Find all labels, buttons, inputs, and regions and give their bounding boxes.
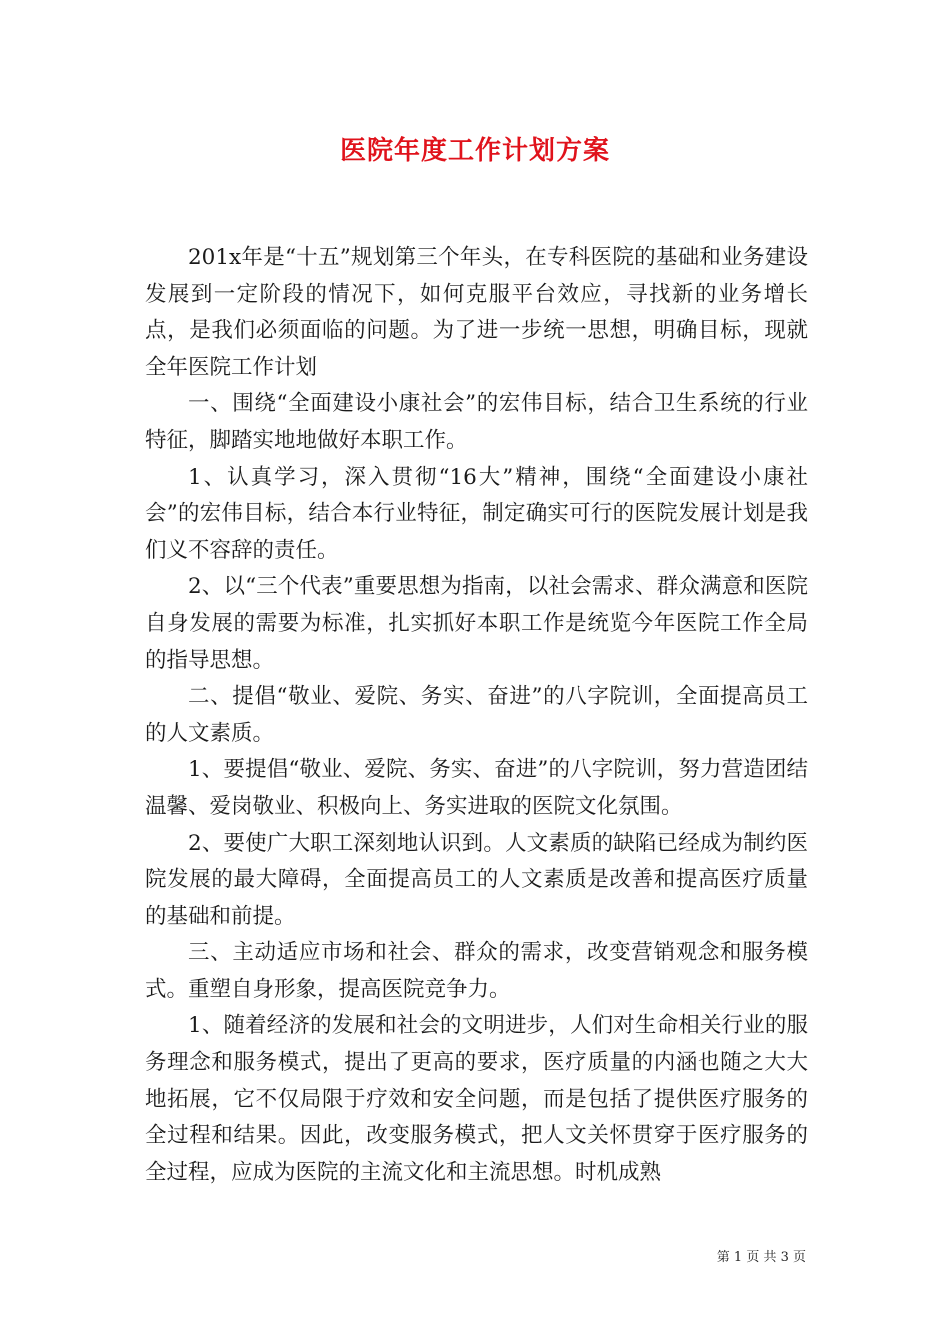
paragraph-section-1-heading: 一、围绕“全面建设小康社会”的宏伟目标，结合卫生系统的行业特征，脚踏实地地做好本职工作。 <box>145 391 808 453</box>
paragraph-section-2-heading: 二、提倡“敬业、爱院、务实、奋进”的八字院训，全面提高员工的人文素质。 <box>145 684 808 746</box>
paragraph-section-1-item-1: 1、认真学习，深入贯彻“16大”精神，围绕“全面建设小康社会”的宏伟目标，结合本行业特征，制定确实可行的医院发展计划是我们义不容辞的责任。 <box>145 464 808 563</box>
paragraph-section-2-item-1: 1、要提倡“敬业、爱院、务实、奋进”的八字院训，努力营造团结温馨、爱岗敬业、积极向上、务实进取的医院文化氛围。 <box>145 757 808 819</box>
paragraph-section-1-item-2: 2、以“三个代表”重要思想为指南，以社会需求、群众满意和医院自身发展的需要为标准，扎实抓好本职工作是统览今年医院工作全局的指导思想。 <box>145 574 808 673</box>
paragraph-section-3-heading: 三、主动适应市场和社会、群众的需求，改变营销观念和服务模式。重塑自身形象，提高医院竞争力。 <box>145 940 808 1002</box>
document-body <box>145 240 808 1191</box>
paragraph-section-2-item-2: 2、要使广大职工深刻地认识到。人文素质的缺陷已经成为制约医院发展的最大障碍，全面提高员工的人文素质是改善和提高医疗质量的基础和前提。 <box>145 830 808 929</box>
page-number-footer: 第 1 页 共 3 页 <box>716 1250 806 1265</box>
document-title: 医院年度工作计划方案 <box>339 136 610 166</box>
paragraph-intro: 201x年是“十五”规划第三个年头，在专科医院的基础和业务建设发展到一定阶段的情况下，如何克服平台效应，寻找新的业务增长点，是我们必须面临的问题。为了进一步统一思想，明确目标，现就全年医院工作计划 <box>145 245 808 380</box>
paragraph-section-3-item-1: 1、随着经济的发展和社会的文明进步，人们对生命相关行业的服务理念和服务模式，提出了更高的要求，医疗质量的内涵也随之大大地拓展，它不仅局限于疗效和安全问题，而是包括了提供医疗服务的全过程和结果。因此，改变服务模式，把人文关怀贯穿于医疗服务的全过程，应成为医院的主流文化和主流思想。时机成熟 <box>145 1013 808 1185</box>
